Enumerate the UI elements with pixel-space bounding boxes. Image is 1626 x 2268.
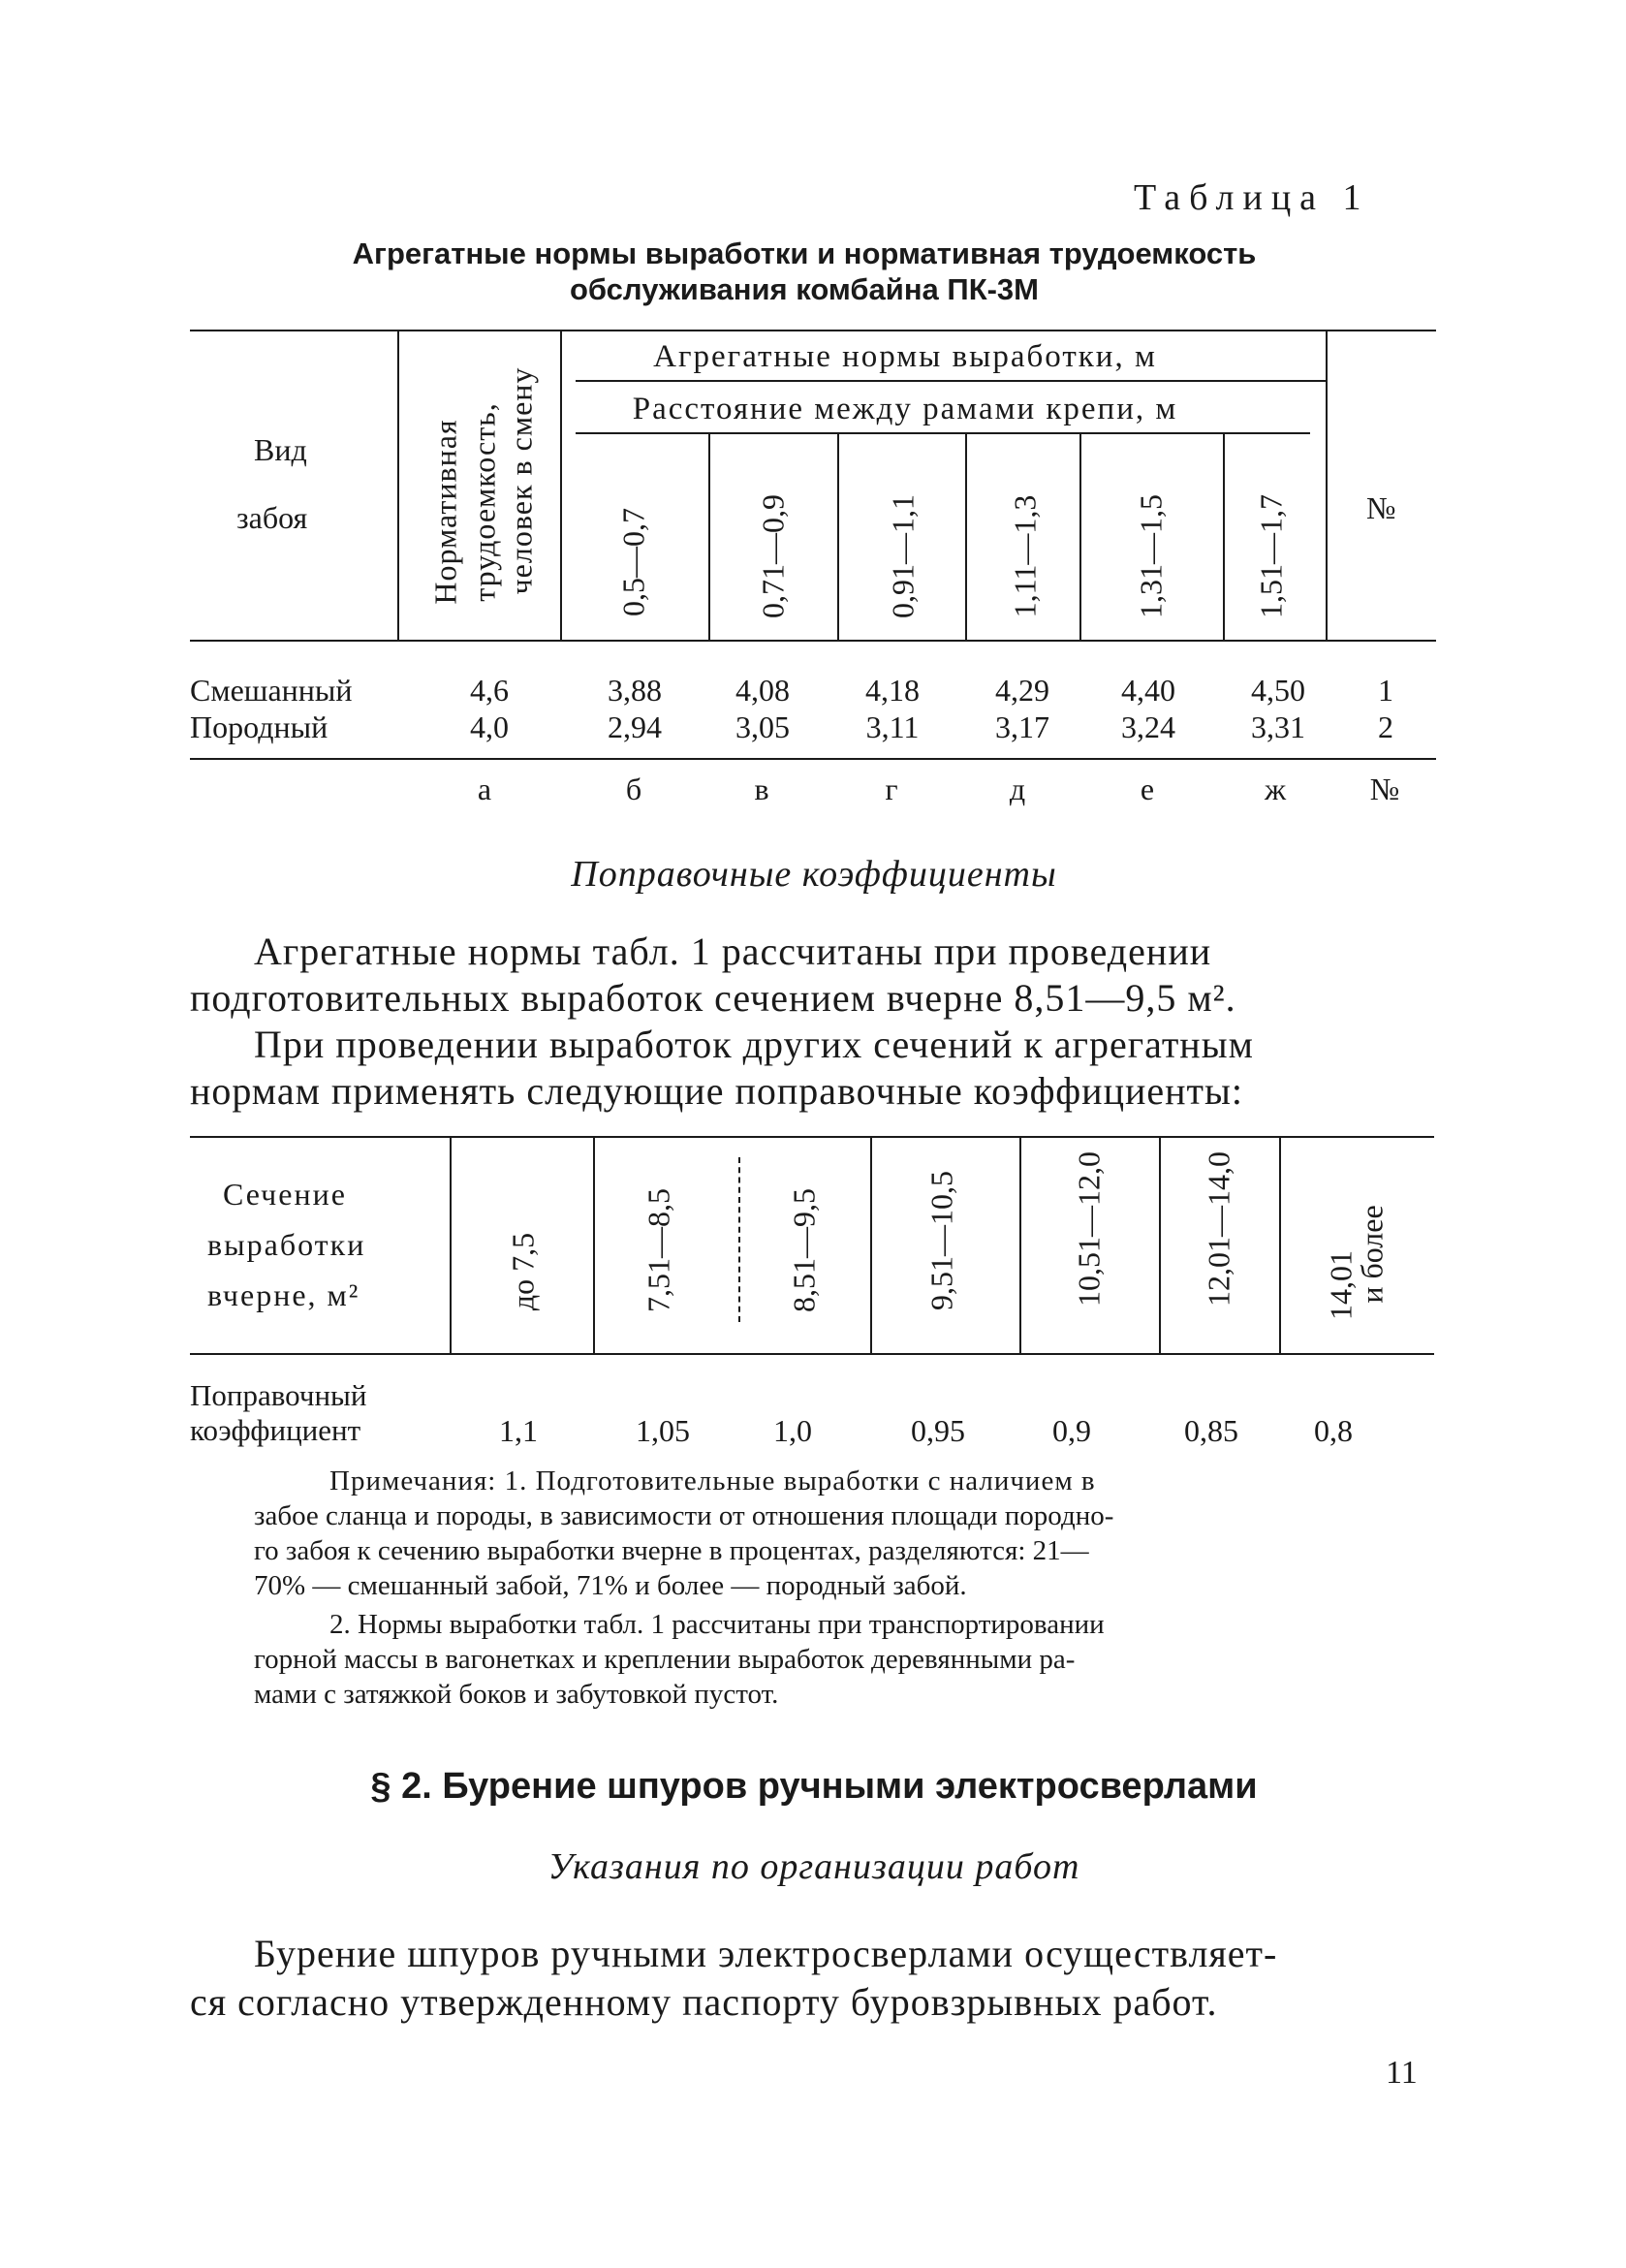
section-para-line2: ся согласно утвержденному паспорту буровзрывных работ.	[190, 1980, 1218, 2024]
coefficient-value: 0,95	[911, 1413, 965, 1448]
row-value: 3,05	[735, 709, 790, 744]
table1-header-rule	[190, 640, 1436, 642]
table1-subgroup-rule	[576, 432, 1310, 434]
row-value: 3,31	[1251, 709, 1305, 744]
column-letter: №	[1369, 772, 1400, 806]
table1-vline-4	[837, 432, 839, 640]
section-range-2: 7,51—8,5	[641, 1188, 676, 1312]
section-range-1: до 7,5	[505, 1232, 541, 1311]
table2-vline-6	[1279, 1136, 1281, 1353]
row-value: 4,29	[995, 673, 1049, 708]
row-number: 1	[1378, 673, 1393, 708]
range-col-6: 1,51—1,7	[1253, 494, 1289, 618]
range-col-4: 1,11—1,3	[1007, 494, 1043, 618]
note-line: го забоя к сечению выработки вчерне в процентах, разделяются: 21—	[254, 1535, 1089, 1566]
section-heading: § 2. Бурение шпуров ручными электросверлами	[370, 1766, 1258, 1807]
row-value: 4,08	[735, 673, 790, 708]
coefficient-value: 1,05	[636, 1413, 690, 1448]
column-letter: ж	[1264, 772, 1287, 806]
table2-vline-1	[450, 1136, 452, 1353]
header-number-sign: №	[1366, 490, 1396, 525]
row-value: 3,88	[608, 673, 662, 708]
row-value: 4,50	[1251, 673, 1305, 708]
table1-vline-6	[1079, 432, 1081, 640]
note-line: забое сланца и породы, в зависимости от отношения площади породно-	[254, 1500, 1114, 1531]
note-line: Примечания: 1. Подготовительные выработки с наличием в	[329, 1465, 1096, 1496]
header-group-title: Агрегатные нормы выработки, м	[653, 339, 1157, 374]
coefficient-value: 1,0	[773, 1413, 812, 1448]
row-value: 3,17	[995, 709, 1049, 744]
range-col-3: 0,91—1,1	[885, 494, 921, 618]
section-range-7-line1: 14,01	[1323, 1250, 1359, 1320]
table-title-line2: обслуживания комбайна ПК-3М	[570, 272, 1039, 306]
column-letter: в	[754, 772, 769, 806]
note-line: 70% — смешанный забой, 71% и более — породный забой.	[254, 1570, 967, 1601]
column-letter: а	[477, 772, 492, 806]
column-letter: е	[1140, 772, 1155, 806]
table2-header-line3: вчерне, м²	[207, 1277, 360, 1312]
header-type-line1: Вид	[254, 432, 307, 467]
coefficient-value: 0,8	[1314, 1413, 1353, 1448]
column-letter: д	[1009, 772, 1026, 806]
table2-header-line2: выработки	[207, 1227, 366, 1262]
note-line: 2. Нормы выработки табл. 1 рассчитаны при транспортировании	[329, 1609, 1105, 1640]
table1-group-rule	[576, 380, 1326, 382]
section-range-3: 8,51—9,5	[786, 1188, 822, 1312]
header-labor-line1: Нормативная	[427, 419, 463, 605]
row-number: 2	[1378, 709, 1393, 744]
correction-para1-line2: подготовительных выработок сечением вчерне 8,51—9,5 м².	[190, 976, 1236, 1020]
section-subheading: Указания по организации работ	[547, 1846, 1080, 1887]
row-type: Смешанный	[190, 673, 353, 708]
section-range-5: 10,51—12,0	[1071, 1151, 1107, 1307]
row-value: 4,18	[865, 673, 920, 708]
correction-para2-line1: При проведении выработок других сечений к агрегатным	[254, 1023, 1254, 1066]
table1-vline-1	[397, 330, 399, 640]
table1-vline-5	[965, 432, 967, 640]
table1-bottom-rule	[190, 758, 1436, 760]
table2-top-rule	[190, 1136, 1434, 1138]
header-labor-line2: трудоемкость,	[466, 402, 502, 602]
table2-vline-2	[593, 1136, 595, 1353]
note-line: горной массы в вагонетках и креплении выработок деревянными ра-	[254, 1644, 1076, 1675]
table1-vline-7	[1223, 432, 1225, 640]
table1-top-rule	[190, 330, 1436, 331]
row-value: 3,11	[865, 709, 920, 744]
table-title-line1: Агрегатные нормы выработки и нормативная трудоемкость	[352, 236, 1257, 270]
page-number: 11	[1386, 2055, 1418, 2091]
correction-para1-line1: Агрегатные нормы табл. 1 рассчитаны при проведении	[254, 929, 1212, 973]
column-letter: г	[885, 772, 898, 806]
table1-vline-3	[708, 432, 710, 640]
coefficient-label-line2: коэффициент	[190, 1413, 361, 1447]
header-type-line2: забоя	[236, 500, 308, 535]
section-range-4: 9,51—10,5	[923, 1171, 959, 1310]
table-label: Таблица 1	[1134, 177, 1370, 218]
correction-para2-line2: нормам применять следующие поправочные коэффициенты:	[190, 1069, 1244, 1113]
coefficient-value: 0,9	[1052, 1413, 1091, 1448]
note-line: мами с затяжкой боков и забутовкой пустот.	[254, 1679, 779, 1710]
section-range-7-line2: и более	[1354, 1205, 1390, 1304]
table2-header-rule	[190, 1353, 1434, 1355]
header-subgroup-title: Расстояние между рамами крепи, м	[632, 392, 1178, 426]
table2-vline-4	[1019, 1136, 1021, 1353]
range-col-2: 0,71—0,9	[755, 494, 791, 618]
range-col-5: 1,31—1,5	[1133, 494, 1169, 618]
row-value: 4,40	[1121, 673, 1175, 708]
coefficient-value: 1,1	[499, 1413, 538, 1448]
row-labor: 4,6	[470, 673, 509, 708]
coefficient-label-line1: Поправочный	[190, 1378, 367, 1412]
row-labor: 4,0	[470, 709, 509, 744]
row-value: 3,24	[1121, 709, 1175, 744]
table1-vline-2	[560, 330, 562, 640]
table2-vline-dashed	[738, 1157, 740, 1322]
table1-vline-8	[1326, 330, 1328, 640]
correction-heading: Поправочные коэффициенты	[571, 854, 1057, 895]
table2-header-line1: Сечение	[223, 1177, 347, 1212]
table2-vline-5	[1159, 1136, 1161, 1353]
range-col-1: 0,5—0,7	[615, 508, 651, 616]
section-para-line1: Бурение шпуров ручными электросверлами осуществляет-	[254, 1932, 1278, 1975]
table2-vline-3	[870, 1136, 872, 1353]
row-value: 2,94	[608, 709, 662, 744]
column-letter: б	[625, 772, 642, 806]
coefficient-value: 0,85	[1184, 1413, 1238, 1448]
section-range-6: 12,01—14,0	[1201, 1151, 1236, 1307]
header-labor-line3: человек в смену	[503, 366, 539, 595]
row-type: Породный	[190, 709, 328, 744]
